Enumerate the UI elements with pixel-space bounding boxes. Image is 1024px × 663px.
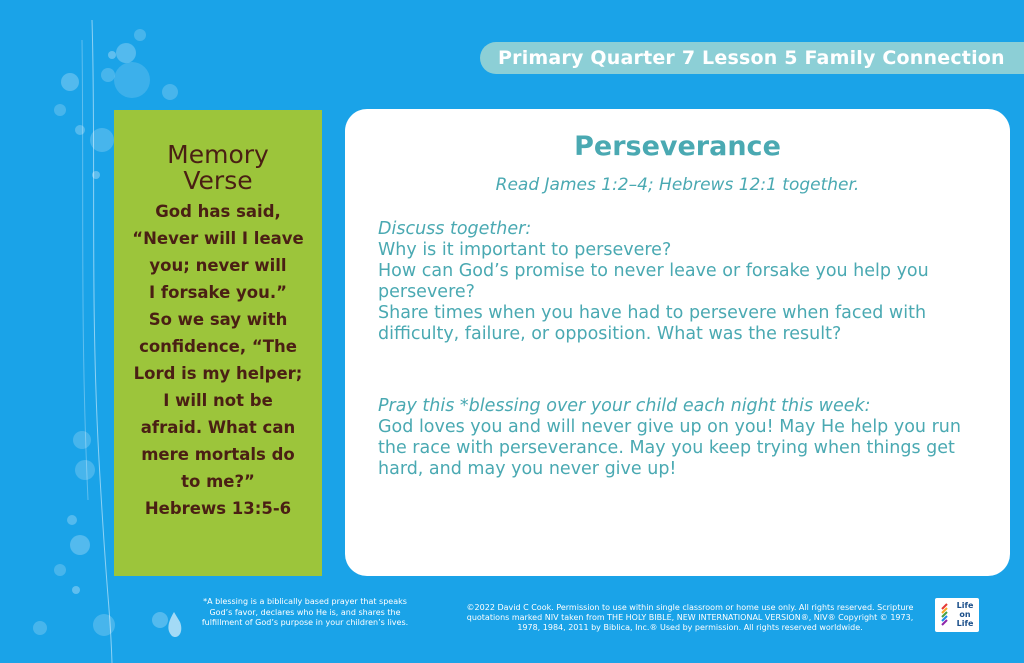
logo-stripes-icon — [939, 603, 951, 627]
memory-verse-card — [114, 110, 322, 576]
page-title: Primary Quarter 7 Lesson 5 Family Connection — [498, 47, 1005, 69]
content-subtitle: Read James 1:2–4; Hebrews 12:1 together. — [495, 175, 860, 195]
content-card — [345, 109, 1010, 576]
copyright-notice: ©2022 David C Cook. Permission to use within single classroom or home use only. All rights reserved. Scripture quotations marked NIV taken from THE HOLY BIBLE, NEW INTERNATIONAL VERSION®, NIV® Copyright © 1973, 1978, 1984, 2011 by Biblica, Inc.® Used by permission. All rights reserved worldwide. — [466, 603, 914, 632]
pray-section — [378, 396, 988, 480]
memory-verse-reference: Hebrews 13:5-6 — [144, 499, 292, 518]
header-bar — [480, 42, 1024, 74]
content-title: Perseverance — [574, 131, 781, 162]
discuss-item: Share times when you have had to persevere when faced with difficulty, failure, or opposition. What was the result? — [378, 303, 927, 344]
pray-text: God loves you and will never give up on you! May He help you run the race with perseverance. May you keep trying when things get hard, and may you never give up! — [378, 417, 961, 479]
blessing-footnote: *A blessing is a biblically based prayer that speaks God’s favor, declares who He is, and shares the fulfillment of God’s purpose in your children’s lives. — [201, 597, 409, 627]
discuss-item: How can God’s promise to never leave or forsake you help you persevere? — [378, 261, 929, 302]
life-on-life-logo — [935, 598, 979, 632]
memory-verse-text: God has said, “Never will I leave you; never will I forsake you.” So we say with confidence, “The Lord is my helper; I will not be afraid. What can mere mortals do to me?” — [132, 202, 304, 491]
discuss-heading: Discuss together: — [378, 219, 532, 239]
discuss-section — [378, 219, 988, 345]
logo-text: Life on Life — [956, 601, 974, 628]
discuss-item: Why is it important to persevere? — [378, 240, 672, 260]
memory-verse-title: Memory Verse — [167, 140, 269, 195]
pray-heading: Pray this *blessing over your child each night this week: — [378, 396, 871, 416]
